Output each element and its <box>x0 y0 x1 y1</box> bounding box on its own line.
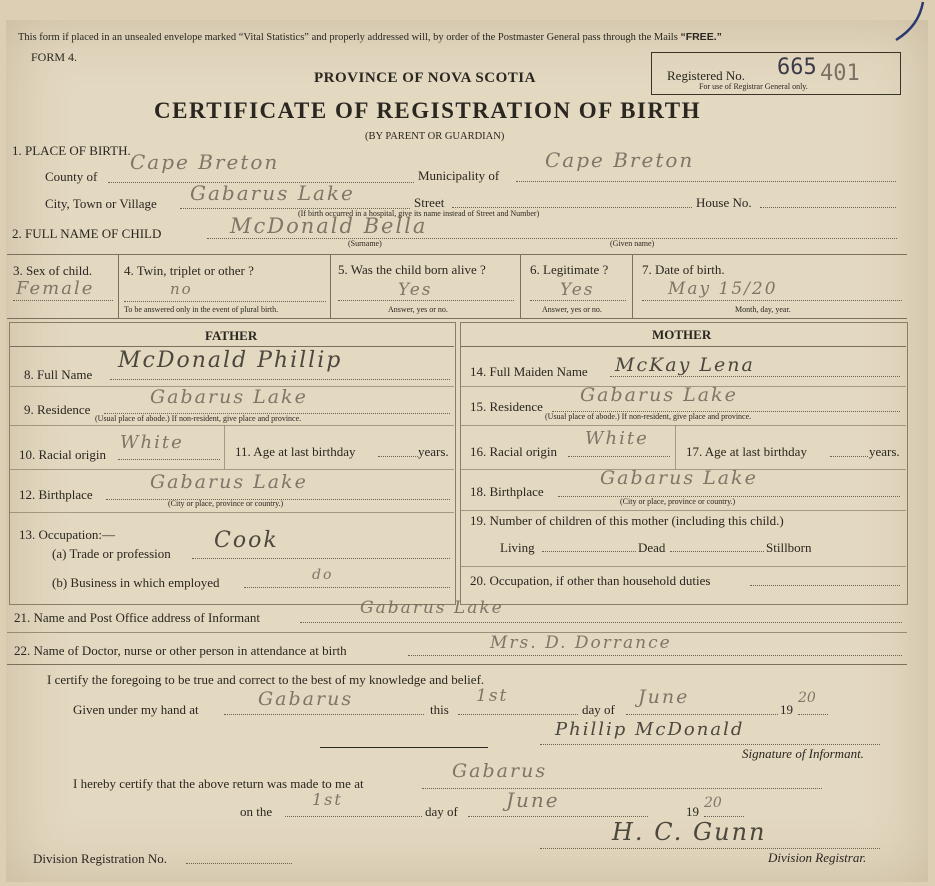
informant-signature-label: Signature of Informant. <box>742 746 864 761</box>
date-label: 7. Date of birth. <box>642 262 725 277</box>
registered-sub: For use of Registrar General only. <box>699 82 808 91</box>
mother-racial-value: White <box>585 428 649 449</box>
mother-residence-value: Gabarus Lake <box>580 384 738 406</box>
informant-value: Gabarus Lake <box>360 598 504 618</box>
mother-stillborn-label: Stillborn <box>766 540 812 555</box>
sex-value: Female <box>16 278 95 299</box>
postage-note: This form if placed in an unsealed envelope marked “Vital Statistics” and properly addressed will, by order of the Postmaster General pass through the Mails “FREE.” <box>18 31 722 43</box>
registrar-certify-text: I hereby certify that the above return was made to me at <box>73 776 364 791</box>
street-label: Street <box>414 195 445 210</box>
given-label: Given under my hand at <box>73 702 199 717</box>
sex-label: 3. Sex of child. <box>13 263 93 278</box>
mother-birthplace-value: Gabarus Lake <box>600 467 758 489</box>
this-label: this <box>430 702 449 717</box>
registrar-month: June <box>506 788 560 812</box>
father-residence-label: 9. Residence <box>24 402 91 417</box>
father-name-value: McDonald Phillip <box>118 348 343 373</box>
certificate-subtitle: (BY PARENT OR GUARDIAN) <box>365 131 505 142</box>
father-trade-value: Cook <box>214 528 279 553</box>
mother-heading: MOTHER <box>652 327 712 342</box>
father-racial-label: 10. Racial origin <box>19 447 107 462</box>
place-heading: 1. PLACE OF BIRTH. <box>12 143 131 158</box>
father-birthplace-value: Gabarus Lake <box>150 471 308 493</box>
twin-note: To be answered only in the event of plural birth. <box>124 305 279 314</box>
mother-living-label: Living <box>500 540 535 555</box>
ink-mark <box>890 0 930 45</box>
given-year: 20 <box>798 690 816 706</box>
informant-label: 21. Name and Post Office address of Informant <box>14 610 260 625</box>
father-age-label: 11. Age at last birthday <box>235 444 356 459</box>
mother-birthplace-label: 18. Birthplace <box>470 484 544 499</box>
registrar-label: Division Registrar. <box>768 850 867 865</box>
registered-stamp: 401 <box>820 61 860 86</box>
legit-label: 6. Legitimate ? <box>530 262 609 277</box>
alive-label: 5. Was the child born alive ? <box>338 262 486 277</box>
father-residence-value: Gabarus Lake <box>150 386 308 408</box>
county-label: County of <box>45 169 98 184</box>
twin-value: no <box>170 280 193 298</box>
alive-value: Yes <box>398 280 433 300</box>
hospital-note: (If birth occurred in a hospital, give its name instead of Street and Number) <box>298 209 540 218</box>
registrar-on-the: on the <box>240 804 273 819</box>
city-value: Gabarus Lake <box>190 181 355 205</box>
doctor-value: Mrs. D. Dorrance <box>490 633 672 653</box>
mother-age-label: 17. Age at last birthday <box>686 444 807 459</box>
registered-value: 665 <box>777 55 817 80</box>
father-abode-note: (Usual place of abode.) If non-resident, give place and province. <box>95 414 302 423</box>
registrar-day-label: day of <box>425 804 458 819</box>
given-year-prefix: 19 <box>780 702 793 717</box>
given-day-label: day of <box>582 702 615 717</box>
child-name-label: 2. FULL NAME OF CHILD <box>12 226 162 241</box>
registrar-place: Gabarus <box>452 760 548 782</box>
registrar-year-prefix: 19 <box>686 804 699 819</box>
given-day: 1st <box>476 686 509 706</box>
father-business-value: do <box>312 567 334 583</box>
child-name-value: McDonald Bella <box>230 214 428 238</box>
mother-children-label: 19. Number of children of this mother (including this child.) <box>470 513 784 528</box>
given-place: Gabarus <box>258 688 354 710</box>
informant-signature: Phillip McDonald <box>555 719 745 740</box>
father-city-note: (City or place, province or country.) <box>168 499 284 508</box>
surname-note: (Surname) <box>348 239 382 248</box>
registered-number-box <box>651 52 901 95</box>
mother-racial-label: 16. Racial origin <box>470 444 558 459</box>
registrar-day: 1st <box>312 790 343 809</box>
father-trade-label: (a) Trade or profession <box>52 546 171 561</box>
alive-note: Answer, yes or no. <box>388 305 448 314</box>
municipality-label: Municipality of <box>418 168 500 183</box>
mother-city-note: (City or place, province or country.) <box>620 497 736 506</box>
legit-note: Answer, yes or no. <box>542 305 602 314</box>
mother-maiden-label: 14. Full Maiden Name <box>470 364 588 379</box>
registrar-year: 20 <box>704 795 722 811</box>
registered-label: Registered No. <box>667 68 745 83</box>
father-heading: FATHER <box>205 328 258 343</box>
father-birthplace-label: 12. Birthplace <box>19 487 93 502</box>
twin-label: 4. Twin, triplet or other ? <box>124 263 254 278</box>
mother-maiden-value: McKay Lena <box>615 354 755 376</box>
city-label: City, Town or Village <box>45 196 157 211</box>
mother-years: years. <box>869 444 900 459</box>
form-number: FORM 4. <box>31 50 78 64</box>
father-occupation-label: 13. Occupation:— <box>19 527 116 542</box>
mother-residence-label: 15. Residence <box>470 399 543 414</box>
municipality-value: Cape Breton <box>545 148 695 172</box>
legit-value: Yes <box>560 280 595 300</box>
mother-dead-label: Dead <box>638 540 666 555</box>
certificate-title: CERTIFICATE OF REGISTRATION OF BIRTH <box>154 98 701 123</box>
father-racial-value: White <box>120 432 184 453</box>
date-note: Month, day, year. <box>735 305 791 314</box>
father-years: years. <box>418 444 449 459</box>
division-number-label: Division Registration No. <box>33 851 167 866</box>
province-heading: PROVINCE OF NOVA SCOTIA <box>314 70 536 86</box>
house-label: House No. <box>696 195 752 210</box>
given-month: June <box>638 686 690 708</box>
doctor-label: 22. Name of Doctor, nurse or other person in attendance at birth <box>14 643 347 658</box>
certify-text: I certify the foregoing to be true and correct to the best of my knowledge and belief. <box>47 672 485 687</box>
mother-abode-note: (Usual place of abode.) If non-resident, give place and province. <box>545 412 752 421</box>
father-business-label: (b) Business in which employed <box>52 575 220 590</box>
given-note: (Given name) <box>610 239 655 248</box>
registrar-signature: H. C. Gunn <box>612 818 767 846</box>
date-value: May 15/20 <box>668 279 778 299</box>
county-value: Cape Breton <box>130 150 280 174</box>
father-name-label: 8. Full Name <box>24 367 93 382</box>
mother-occupation-label: 20. Occupation, if other than household duties <box>470 573 711 588</box>
